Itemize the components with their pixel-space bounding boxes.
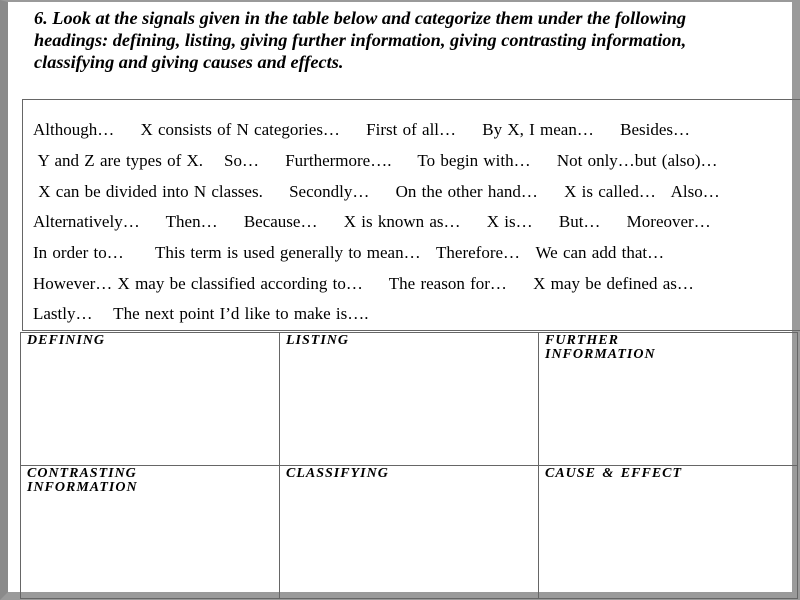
table-cell-further-information[interactable]	[539, 333, 798, 466]
table-cell-defining[interactable]	[21, 333, 280, 466]
heading-further-information: FURTHER INFORMATION	[545, 333, 656, 362]
signals-line: Although… X consists of N categories… First of all… By X, I mean… Besides…	[33, 120, 690, 139]
signals-line: Lastly… The next point I’d like to make is….	[33, 304, 369, 323]
table-row	[21, 466, 798, 599]
signals-line: However… X may be classified according to… The reason for… X may be defined as…	[33, 274, 694, 293]
signals-line: Y and Z are types of X. So… Furthermore…. To begin with… Not only…but (also)…	[33, 151, 718, 170]
instruction-line-2: headings: defining, listing, giving further information, giving contrasting information,	[34, 30, 687, 50]
heading-listing: LISTING	[286, 333, 350, 348]
signals-box	[22, 99, 800, 331]
table-row	[21, 333, 798, 466]
instruction-line-1: 6. Look at the signals given in the table below and categorize them under the following	[34, 8, 687, 28]
instruction-line-3: classifying and giving causes and effects.	[34, 52, 344, 72]
signals-line: Alternatively… Then… Because… X is known as… X is… But… Moreover…	[33, 212, 711, 231]
table-cell-cause-effect[interactable]	[539, 466, 798, 599]
heading-cause-effect: CAUSE & EFFECT	[545, 466, 683, 481]
heading-classifying: CLASSIFYING	[286, 466, 389, 481]
table-cell-listing[interactable]	[280, 333, 539, 466]
categorization-table	[20, 332, 798, 599]
signals-line: In order to… This term is used generally to mean… Therefore… We can add that…	[33, 243, 665, 262]
table-cell-classifying[interactable]	[280, 466, 539, 599]
signals-line: X can be divided into N classes. Secondly… On the other hand… X is called… Also…	[33, 182, 720, 201]
table-cell-contrasting-information[interactable]	[21, 466, 280, 599]
heading-contrasting-information: CONTRASTING INFORMATION	[27, 466, 138, 495]
instruction-text	[34, 7, 794, 73]
heading-defining: DEFINING	[27, 333, 106, 348]
